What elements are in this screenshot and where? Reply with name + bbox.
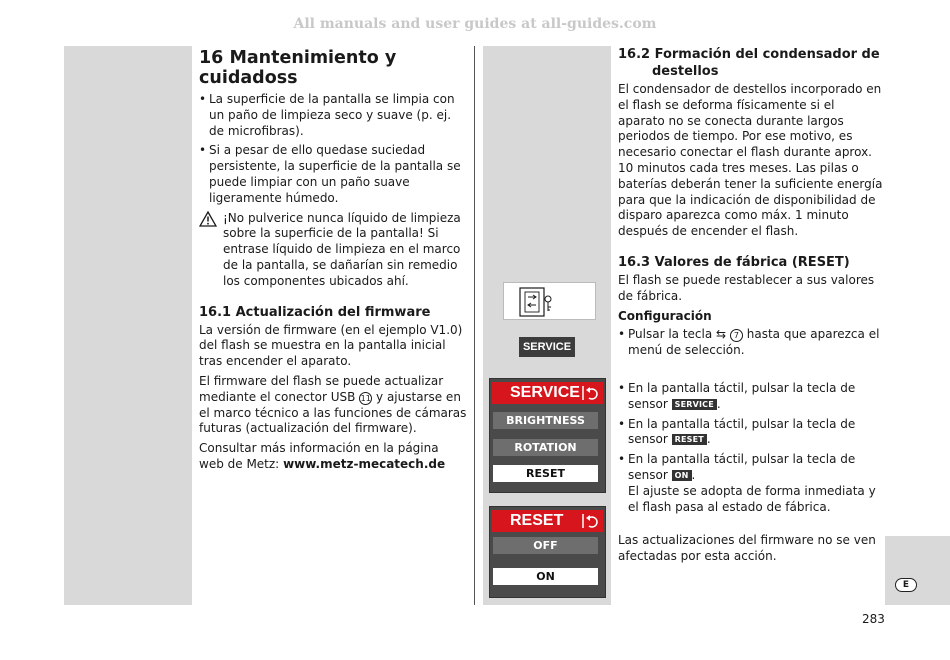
- firmware-paragraph: La versión de firmware (en el ejemplo V1.0) del flash se muestra en la pantalla inicial tras encender el aparato.: [199, 322, 463, 369]
- bullet-icon: •: [199, 143, 207, 158]
- page-number: 283: [862, 612, 885, 626]
- list-item: • En la pantalla táctil, pulsar la tecla de sensor ON . El ajuste se adopta de forma inmediata y el flash pasa al estado de fábrica.: [618, 452, 876, 514]
- warning-note: ¡No pulverice nunca líquido de limpieza sobre la superficie de la pantalla! Si entrase líquido de limpieza en el marco de la pantalla, se dañarían sin remedio los componentes ubicados ahí.: [199, 211, 467, 290]
- section-title-firmware: 16.1 Actualización del firmware: [199, 304, 431, 320]
- watermark: All manuals and user guides at all-guides.com: [293, 16, 657, 32]
- menu-item-on[interactable]: ON: [493, 568, 598, 585]
- right-column: [618, 46, 884, 569]
- final-note-paragraph: Las actualizaciones del firmware no se ven afectadas por esta acción.: [618, 533, 876, 564]
- on-key-badge: ON: [672, 470, 692, 481]
- list-item: • En la pantalla táctil, pulsar la tecla de sensor RESET .: [618, 416, 856, 447]
- website-paragraph: Consultar más información en la página web de Metz: www.metz-mecatech.de: [199, 441, 446, 471]
- left-margin-bar: [64, 46, 192, 605]
- reset-menu-screen: [489, 506, 606, 598]
- key-ref-icon: 7: [730, 329, 743, 342]
- column-divider: [474, 46, 475, 605]
- left-column: [199, 46, 467, 477]
- service-menu-screen: [489, 378, 606, 493]
- bullet-icon: •: [199, 92, 207, 106]
- list-item: • La superficie de la pantalla se limpia con un paño de limpieza seco y suave (p. ej. de microfibras).: [199, 92, 455, 138]
- menu-item-rotation[interactable]: ROTATION: [493, 439, 598, 456]
- configuration-heading: Configuración: [618, 308, 712, 323]
- list-item: • Pulsar la tecla ⇆ 7 hasta que aparezca el menú de selección.: [618, 327, 880, 358]
- firmware-usb-paragraph: El firmware del flash se puede actualizar mediante el conector USB 11 y ajustarse en el marco técnico a las funciones de cámaras futuras (actualización del firmware).: [199, 373, 467, 436]
- section-title-reset: 16.3 Valores de fábrica (RESET): [618, 254, 850, 270]
- capacitor-paragraph: El condensador de destellos incorporado en el flash se deforma físicamente si el aparato no se conecta durante largos periodos de tiempo. Por ese motivo, es necesario conectar el flash durante aprox. 10 minutos cada tres meses. Las pilas o baterías deberán tener la suficiente energía para que la indicación de disponibilidad de disparo aparezca como máx. 1 minuto después de encender el flash.: [618, 82, 883, 239]
- back-arrow-icon[interactable]: [581, 512, 599, 530]
- service-key-label: SERVICE: [519, 337, 575, 357]
- list-item: • En la pantalla táctil, pulsar la tecla de sensor SERVICE .: [618, 380, 856, 411]
- service-menu-header: SERVICE: [492, 382, 603, 404]
- language-badge: E: [895, 578, 917, 592]
- list-item: • Si a pesar de ello quedase suciedad persistente, la superficie de la pantalla se puede limpiar con un paño suave ligeramente húmedo.: [199, 143, 461, 205]
- warning-triangle-icon: [199, 211, 223, 290]
- usb-connector-ref-icon: 11: [360, 393, 371, 403]
- website-link[interactable]: www.metz-mecatech.de: [283, 456, 446, 471]
- bullet-icon: •: [618, 327, 626, 342]
- bullet-icon: •: [618, 380, 626, 395]
- bullet-icon: •: [618, 416, 626, 431]
- menu-item-off[interactable]: OFF: [493, 537, 598, 554]
- section-title-maintenance: 16 Mantenimiento y cuidadoss: [199, 48, 397, 88]
- usb-port-illustration: [503, 282, 596, 320]
- reset-key-badge: RESET: [672, 434, 707, 445]
- menu-item-reset[interactable]: RESET: [493, 465, 598, 482]
- bullet-icon: •: [618, 452, 626, 467]
- swap-arrows-icon: ⇆: [716, 327, 727, 342]
- reset-intro-paragraph: El flash se puede restablecer a sus valores de fábrica.: [618, 272, 875, 303]
- reset-menu-header: RESET: [492, 510, 603, 532]
- language-tab: [885, 536, 950, 605]
- menu-item-brightness[interactable]: BRIGHTNESS: [493, 412, 598, 429]
- service-key-badge: SERVICE: [672, 399, 717, 410]
- section-title-capacitor: 16.2 Formación del condensador de destellos: [618, 47, 880, 79]
- back-arrow-icon[interactable]: [581, 384, 599, 402]
